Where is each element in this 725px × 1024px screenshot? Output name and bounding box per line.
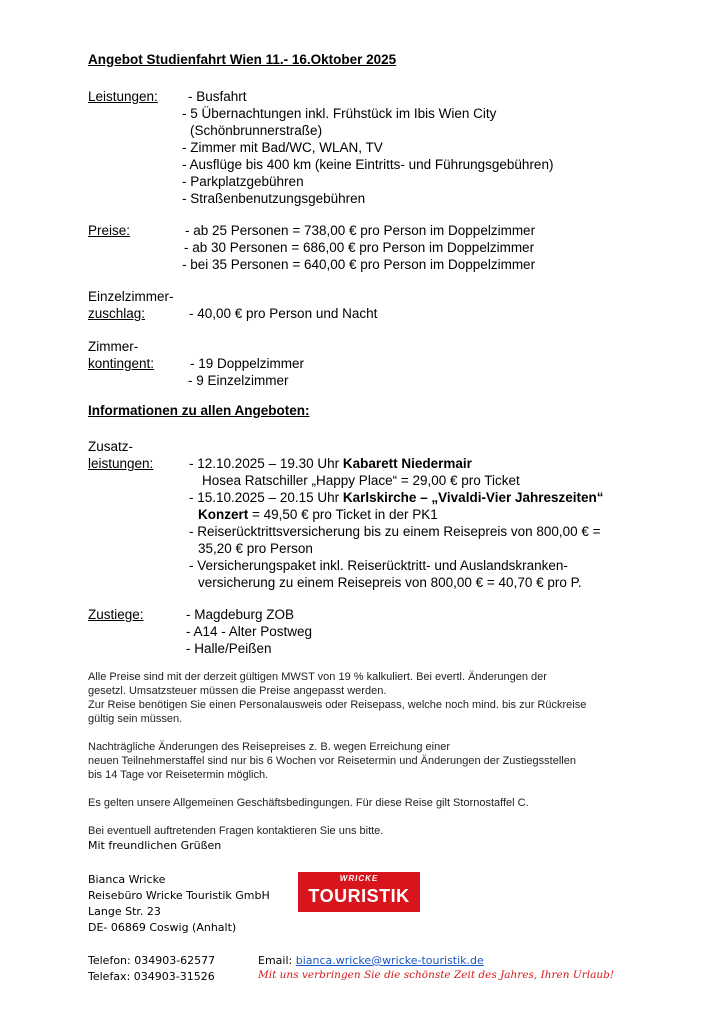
wricke-touristik-logo — [298, 872, 420, 912]
preise-item: - ab 30 Personen = 686,00 € pro Person im Doppelzimmer — [184, 240, 535, 255]
note-line: bis 14 Tage vor Reisetermin möglich. — [88, 769, 269, 781]
email-line — [258, 953, 484, 969]
leistungen-item: (Schönbrunnerstraße) — [190, 123, 323, 138]
note-line: gesetzl. Umsatzsteuer müssen die Preise angepasst werden. — [88, 685, 387, 697]
zusatz-line: Hosea Ratschiller „Happy Place“ = 29,00 € pro Ticket — [202, 473, 520, 488]
kontingent-item: - 9 Einzelzimmer — [188, 373, 289, 388]
zusatz-line: 35,20 € pro Person — [198, 541, 313, 556]
zusatz-line: - Versicherungspaket inkl. Reiserücktritt- und Auslandskranken- — [189, 558, 568, 573]
zustiege-item: - Halle/Peißen — [186, 641, 272, 656]
leistungen-label: Leistungen: — [88, 89, 158, 104]
info-section-title: Informationen zu allen Angeboten: — [88, 403, 310, 418]
kontingent-item: - 19 Doppelzimmer — [190, 356, 305, 371]
email-label: Email: — [258, 954, 296, 967]
leistungen-item: - Parkplatzgebühren — [182, 174, 304, 189]
zustiege-item: - A14 - Alter Postweg — [186, 624, 313, 639]
sender-street: Lange Str. 23 — [88, 905, 161, 918]
leistungen-item: - Zimmer mit Bad/WC, WLAN, TV — [182, 140, 383, 155]
note-line: neuen Teilnehmerstaffel sind nur bis 6 Wochen vor Reisetermin und Änderungen der Zustiegsstellen — [88, 755, 576, 767]
kontingent-label-1: Zimmer- — [88, 339, 139, 354]
closing: Mit freundlichen Grüßen — [88, 839, 222, 852]
preise-label: Preise: — [88, 223, 131, 238]
zusatz-line: - 15.10.2025 – 20.15 Uhr Karlskirche – „Vivaldi-Vier Jahreszeiten“ — [189, 490, 604, 505]
offer-title: Angebot Studienfahrt Wien 11.- 16.Oktober 2025 — [88, 52, 397, 67]
note-line: Nachträgliche Änderungen des Reisepreises z. B. wegen Erreichung einer — [88, 741, 450, 753]
preise-item: - ab 25 Personen = 738,00 € pro Person im Doppelzimmer — [185, 223, 536, 238]
phone: Telefon: 034903-62577 — [88, 954, 216, 967]
zustiege-label: Zustiege: — [88, 607, 144, 622]
sender-company: Reisebüro Wricke Touristik GmbH — [88, 889, 270, 902]
leistungen-item: - Ausflüge bis 400 km (keine Eintritts- und Führungsgebühren) — [182, 157, 554, 172]
note-line: gültig sein müssen. — [88, 713, 183, 725]
zusatz-label-2: leistungen: — [88, 456, 154, 471]
zusatz-label-1: Zusatz- — [88, 439, 134, 454]
slogan: Mit uns verbringen Sie die schönste Zeit des Jahres, Ihren Urlaub! — [258, 969, 615, 981]
zusatz-line: - Reiserücktrittsversicherung bis zu einem Reisepreis von 800,00 € = — [189, 524, 601, 539]
einzelzimmer-label-1: Einzelzimmer- — [88, 289, 174, 304]
fax: Telefax: 034903-31526 — [88, 970, 215, 983]
zusatz-line: Konzert = 49,50 € pro Ticket in der PK1 — [198, 507, 438, 522]
logo-bottom-text: TOURISTIK — [308, 886, 410, 906]
zusatz-line: - 12.10.2025 – 19.30 Uhr Kabarett Niedermair — [189, 456, 472, 471]
email-link[interactable]: bianca.wricke@wricke-touristik.de — [295, 954, 484, 967]
leistungen-item: - Straßenbenutzungsgebühren — [182, 191, 366, 206]
leistungen-item: - Busfahrt — [188, 89, 247, 104]
sender-city: DE- 06869 Coswig (Anhalt) — [88, 921, 237, 934]
einzelzimmer-label-2: zuschlag: — [88, 306, 146, 321]
sender-name: Bianca Wricke — [88, 873, 166, 886]
zustiege-item: - Magdeburg ZOB — [186, 607, 295, 622]
logo-top-text: WRICKE — [339, 874, 379, 883]
note-line: Es gelten unsere Allgemeinen Geschäftsbedingungen. Für diese Reise gilt Stornostaffel C. — [88, 797, 529, 809]
note-line: Bei eventuell auftretenden Fragen kontaktieren Sie uns bitte. — [88, 825, 384, 837]
zusatz-line: versicherung zu einem Reisepreis von 800,00 € = 40,70 € pro P. — [198, 575, 582, 590]
note-line: Alle Preise sind mit der derzeit gültigen MWST von 19 % kalkuliert. Bei evertl. Änderungen der — [88, 671, 547, 683]
preise-item: - bei 35 Personen = 640,00 € pro Person im Doppelzimmer — [182, 257, 536, 272]
note-line: Zur Reise benötigen Sie einen Personalausweis oder Reisepass, welche noch mind. bis zur Rückreise — [88, 699, 587, 711]
einzelzimmer-value: - 40,00 € pro Person und Nacht — [189, 306, 378, 321]
leistungen-item: - 5 Übernachtungen inkl. Frühstück im Ibis Wien City — [182, 106, 497, 121]
kontingent-label-2: kontingent: — [88, 356, 155, 371]
